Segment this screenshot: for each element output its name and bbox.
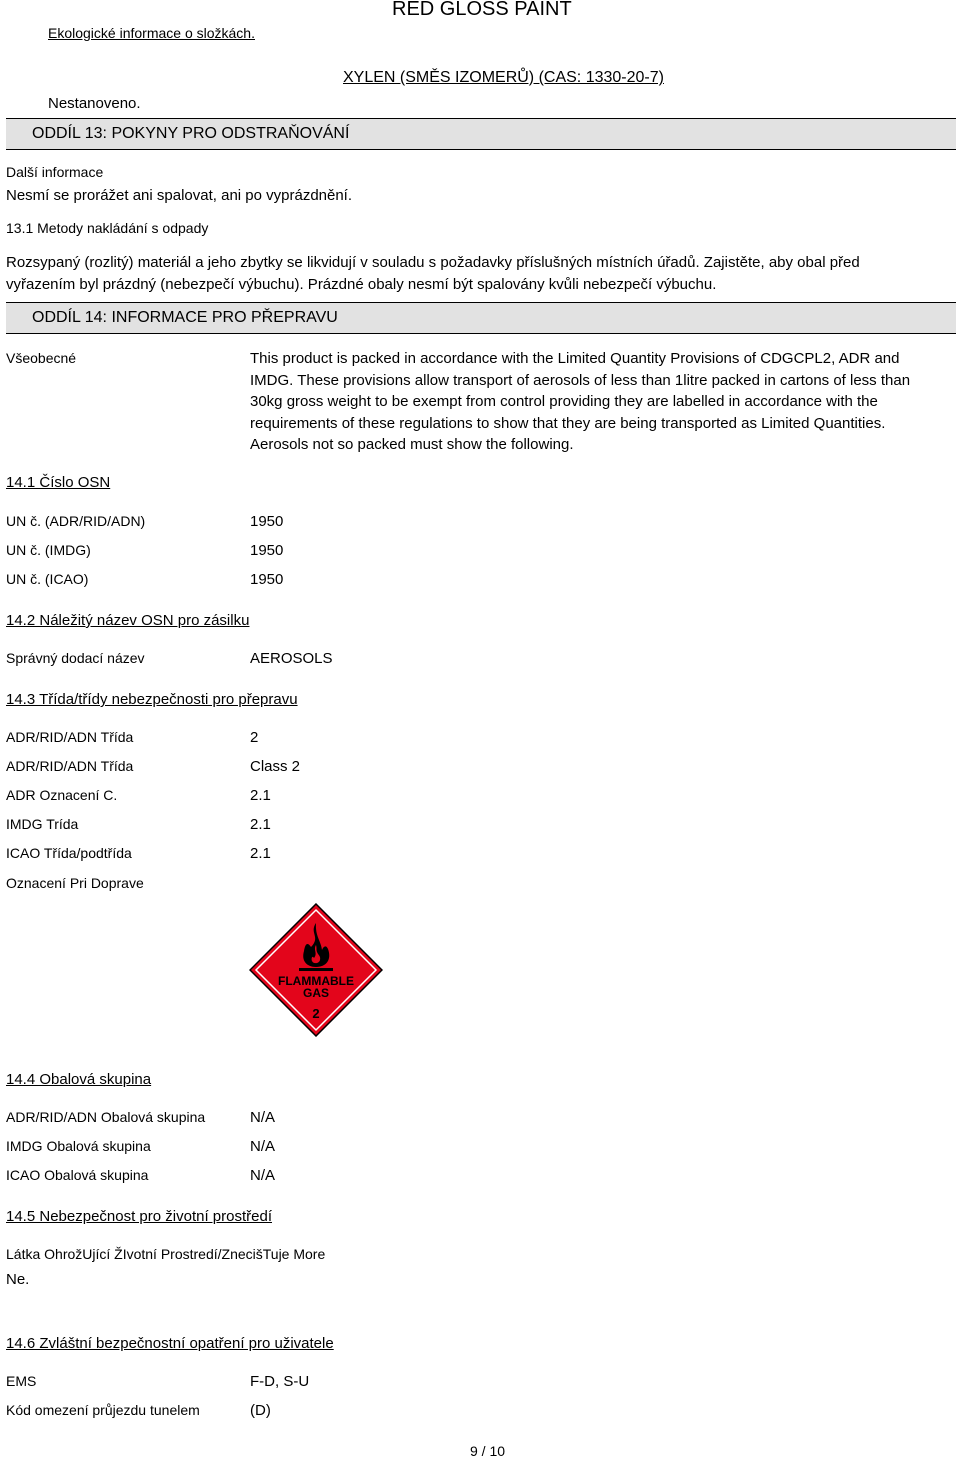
further-info-text: Nesmí se prorážet ani spalovat, ani po vyprázdnění. — [6, 187, 353, 204]
shipping-name-heading: 14.2 Náležitý název OSN pro zásilku — [6, 612, 250, 629]
class-row-label: ADR/RID/ADN Třída — [6, 758, 134, 774]
un-icao-value: 1950 — [250, 571, 284, 588]
special-precautions-heading: 14.6 Zvláštní bezpečnostní opatření pro uživatele — [6, 1335, 334, 1352]
packing-row-value: N/A — [250, 1138, 276, 1155]
packing-row-label: ICAO Obalová skupina — [6, 1167, 149, 1183]
packing-row-label: IMDG Obalová skupina — [6, 1138, 151, 1154]
component-name: XYLEN (SMĚS IZOMERŮ) (CAS: 1330-20-7) — [343, 69, 664, 86]
environmental-hazard-label: Látka OhrožUjící ŽIvotní Prostredí/ZnecišTuje More — [6, 1246, 326, 1262]
placard-number: 2 — [312, 1006, 320, 1021]
flammable-gas-placard — [249, 903, 383, 1037]
waste-methods-text: Rozsypaný (rozlitý) materiál a jeho zbytky se likvidují v souladu s požadavky příslušných místních úřadů. Zajistěte, aby obal před vyřazením byl prázdný (nebezpečí výbuchu). Prázdné obaly nesmí být spalovány kvůli nebezpečí výbuchu. — [6, 254, 860, 293]
transport-label-heading: Oznacení Pri Doprave — [6, 875, 144, 891]
general-label: Všeobecné — [6, 350, 77, 366]
class-row-label: ICAO Třída/podtřída — [6, 845, 132, 861]
general-text: This product is packed in accordance with the Limited Quantity Provisions of CDGCPL2, ADR and IMDG. These provisions allow transport of aerosols of less than 1litre packed in cartons of less than 30kg gross weight to be exempt from control providing they are labelled in accordance with the requirements of these regulations to show that they are being transported as Limited Quantities. Aerosols not so packed must show the following. — [250, 350, 911, 454]
shipping-name-value: AEROSOLS — [250, 650, 333, 667]
packing-row-label: ADR/RID/ADN Obalová skupina — [6, 1109, 206, 1125]
placard-line2: GAS — [302, 986, 330, 1000]
page-number: 9 / 10 — [470, 1443, 506, 1459]
ems-value: F-D, S-U — [250, 1373, 310, 1390]
class-row-value: 2 — [250, 729, 259, 746]
un-adr-value: 1950 — [250, 513, 284, 530]
not-determined-text: Nestanoveno. — [48, 95, 141, 112]
placard-line1: FLAMMABLE — [278, 974, 354, 988]
packing-row-value: N/A — [250, 1109, 276, 1126]
un-number-heading: 14.1 Číslo OSN — [6, 474, 111, 491]
waste-methods-label: 13.1 Metody nakládání s odpady — [6, 220, 209, 236]
environmental-hazard-value: Ne. — [6, 1271, 30, 1288]
class-row-value: Class 2 — [250, 758, 301, 775]
eco-info-heading: Ekologické informace o složkách. — [48, 25, 255, 41]
un-icao-label: UN č. (ICAO) — [6, 571, 89, 587]
further-info-label: Další informace — [6, 164, 104, 180]
tunnel-code-value: (D) — [250, 1402, 271, 1419]
document-title: RED GLOSS PAINT — [392, 0, 572, 20]
class-row-label: ADR Oznacení C. — [6, 787, 118, 803]
section-13-title: ODDÍL 13: POKYNY PRO ODSTRAŇOVÁNÍ — [32, 125, 350, 142]
class-row-label: ADR/RID/ADN Třída — [6, 729, 134, 745]
ems-label: EMS — [6, 1373, 37, 1389]
section-14-title: ODDÍL 14: INFORMACE PRO PŘEPRAVU — [32, 309, 338, 326]
class-row-value: 2.1 — [250, 787, 271, 804]
packing-row-value: N/A — [250, 1167, 276, 1184]
section-13-bar — [6, 118, 956, 150]
packing-group-heading: 14.4 Obalová skupina — [6, 1071, 152, 1088]
hazard-class-heading: 14.3 Třída/třídy nebezpečnosti pro přepravu — [6, 691, 298, 708]
class-row-value: 2.1 — [250, 816, 271, 833]
class-row-value: 2.1 — [250, 845, 271, 862]
un-adr-label: UN č. (ADR/RID/ADN) — [6, 513, 146, 529]
section-14-bar — [6, 302, 956, 334]
shipping-name-label: Správný dodací název — [6, 650, 145, 666]
un-imdg-value: 1950 — [250, 542, 284, 559]
tunnel-code-label: Kód omezení průjezdu tunelem — [6, 1402, 200, 1418]
class-row-label: IMDG Trída — [6, 816, 79, 832]
un-imdg-label: UN č. (IMDG) — [6, 542, 91, 558]
environmental-hazard-heading: 14.5 Nebezpečnost pro životní prostředí — [6, 1208, 272, 1225]
